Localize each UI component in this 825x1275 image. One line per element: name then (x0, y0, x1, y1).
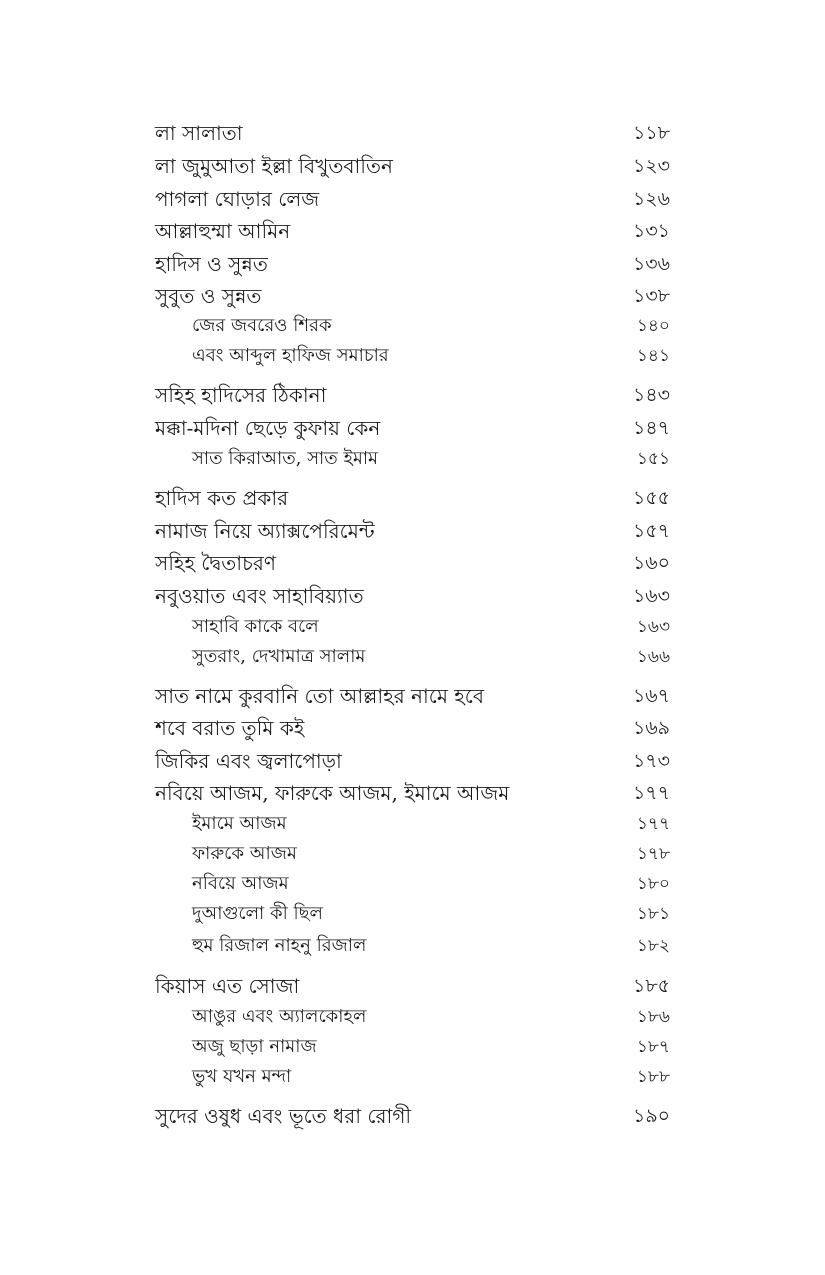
toc-entry-title: আল্লাহুম্মা আমিন (155, 219, 291, 243)
toc-entry-page-number: ১৮১ (636, 904, 670, 924)
toc-entry-title: মক্কা-মদিনা ছেড়ে কুফায় কেন (155, 416, 381, 440)
toc-entry-title: ফারুকে আজম (192, 843, 297, 864)
toc-entry-title: হুম রিজাল নাহনু রিজাল (192, 935, 367, 956)
toc-entry-title: নবিয়ে আজম (192, 873, 289, 894)
toc-entry-title: লা সালাতা (155, 121, 243, 145)
toc-entry-title: দুআগুলো কী ছিল (192, 903, 323, 924)
toc-entry-page-number: ১২৩ (632, 155, 670, 177)
toc-entry-page-number: ১৪০ (636, 316, 670, 336)
toc-entry-title: সহিহ হাদিসের ঠিকানা (155, 383, 327, 407)
toc-entry (155, 971, 670, 1001)
toc-entry (155, 1101, 670, 1131)
toc-entry-page-number: ১৬৬ (636, 647, 670, 667)
toc-entry-title: হাদিস কত প্রকার (155, 486, 289, 510)
toc-entry-page-number: ১৮৫ (633, 975, 670, 997)
toc-subentry (155, 341, 670, 371)
toc-entry-page-number: ১৭৭ (632, 782, 670, 804)
toc-entry-page-number: ১৮৮ (636, 1067, 670, 1087)
toc-entry-title: পাগলা ঘোড়ার লেজ (155, 187, 320, 211)
toc-entry-page-number: ১৮০ (636, 874, 670, 894)
toc-entry (155, 713, 670, 743)
toc-entry-page-number: ১২৬ (632, 188, 670, 210)
toc-entry-page-number: ১৬৭ (632, 685, 670, 707)
toc-entry (155, 516, 670, 546)
toc-subentry (155, 869, 670, 899)
toc-entry-title: সুতরাং, দেখামাত্র সালাম (192, 646, 366, 667)
toc-entry-page-number: ১৬৩ (632, 585, 670, 607)
toc-subentry (155, 311, 670, 341)
toc-subentry (155, 1062, 670, 1092)
toc-entry-page-number: ১৩৮ (632, 285, 670, 307)
toc-entry-title: সুবুত ও সুন্নত (155, 284, 262, 308)
toc-entry (155, 118, 670, 148)
toc-entry-page-number: ১৯০ (632, 1105, 670, 1127)
toc-entry-page-number: ১৩১ (632, 220, 670, 242)
toc-subentry (155, 839, 670, 869)
toc-entry (155, 778, 670, 808)
toc-entry-page-number: ১৮৬ (636, 1007, 670, 1027)
toc-entry-page-number: ১৫১ (636, 449, 670, 469)
toc-entry (155, 413, 670, 443)
toc-entry-page-number: ১৮৭ (636, 1037, 670, 1057)
toc-entry (155, 380, 670, 410)
toc-entry-title: নবুওয়াত এবং সাহাবিয়্যাত (155, 584, 364, 608)
toc-entry-page-number: ১৬৩ (636, 617, 670, 637)
toc-entry-page-number: ১১৮ (633, 122, 670, 144)
toc-subentry (155, 642, 670, 672)
toc-entry-page-number: ১৭৮ (636, 844, 670, 864)
toc-entry (155, 151, 670, 181)
toc-entry-title: আঙুর এবং অ্যালকোহল (192, 1006, 367, 1027)
toc-entry-page-number: ১৬৯ (632, 717, 670, 739)
toc-entry (155, 681, 670, 711)
toc-entry (155, 281, 670, 311)
toc-subentry (155, 1002, 670, 1032)
toc-entry-page-number: ১৭৩ (632, 750, 670, 772)
toc-entry-title: জের জবরেও শিরক (192, 315, 332, 336)
toc-entry (155, 184, 670, 214)
toc-entry-page-number: ১৫৫ (633, 487, 670, 509)
toc-entry (155, 581, 670, 611)
toc-entry-page-number: ১৬০ (632, 552, 670, 574)
toc-subentry (155, 1032, 670, 1062)
toc-entry-title: সাত কিরাআত, সাত ইমাম (192, 448, 379, 469)
toc-entry (155, 483, 670, 513)
toc-entry-title: এবং আব্দুল হাফিজ সমাচার (192, 345, 389, 366)
toc-entry-page-number: ১৫৭ (632, 520, 670, 542)
toc-entry-title: শবে বরাত তুমি কই (155, 716, 305, 740)
toc-subentry (155, 612, 670, 642)
toc-entry-title: সাত নামে কুরবানি তো আল্লাহর নামে হবে (155, 684, 484, 708)
toc-entry-title: নবিয়ে আজম, ফারুকে আজম, ইমামে আজম (155, 781, 510, 805)
toc-entry (155, 216, 670, 246)
toc-entry-title: সুদের ওষুধ এবং ভূতে ধরা রোগী (155, 1104, 412, 1128)
toc-subentry (155, 809, 670, 839)
toc-entry-title: সাহাবি কাকে বলে (192, 616, 319, 637)
toc-entry-page-number: ১৪৩ (632, 384, 670, 406)
toc-entry-title: জিকির এবং জ্বলাপোড়া (155, 749, 342, 773)
toc-entry-page-number: ১৮২ (636, 936, 670, 956)
toc-entry (155, 746, 670, 776)
toc-entry-title: নামাজ নিয়ে অ্যাক্সপেরিমেন্ট (155, 519, 375, 543)
toc-entry-title: লা জুমুআতা ইল্লা বিখুতবাতিন (155, 154, 393, 178)
toc-entry-page-number: ১৪৭ (632, 417, 670, 439)
toc-entry-title: অজু ছাড়া নামাজ (192, 1036, 317, 1057)
toc-entry-title: সহিহ দ্বৈতাচরণ (155, 551, 276, 575)
toc-entry (155, 249, 670, 279)
toc-entry-page-number: ১৪১ (636, 346, 670, 366)
toc-entry-title: ইমামে আজম (192, 813, 287, 834)
toc-entry-page-number: ১৩৬ (632, 253, 670, 275)
toc-entry-page-number: ১৭৭ (636, 814, 670, 834)
toc-entry-title: ভুখ যখন মন্দা (192, 1066, 292, 1087)
toc-subentry (155, 931, 670, 961)
toc-entry-title: কিয়াস এত সোজা (155, 974, 300, 998)
toc-entry (155, 548, 670, 578)
toc-subentry (155, 444, 670, 474)
toc-subentry (155, 899, 670, 929)
toc-entry-title: হাদিস ও সুন্নত (155, 252, 268, 276)
